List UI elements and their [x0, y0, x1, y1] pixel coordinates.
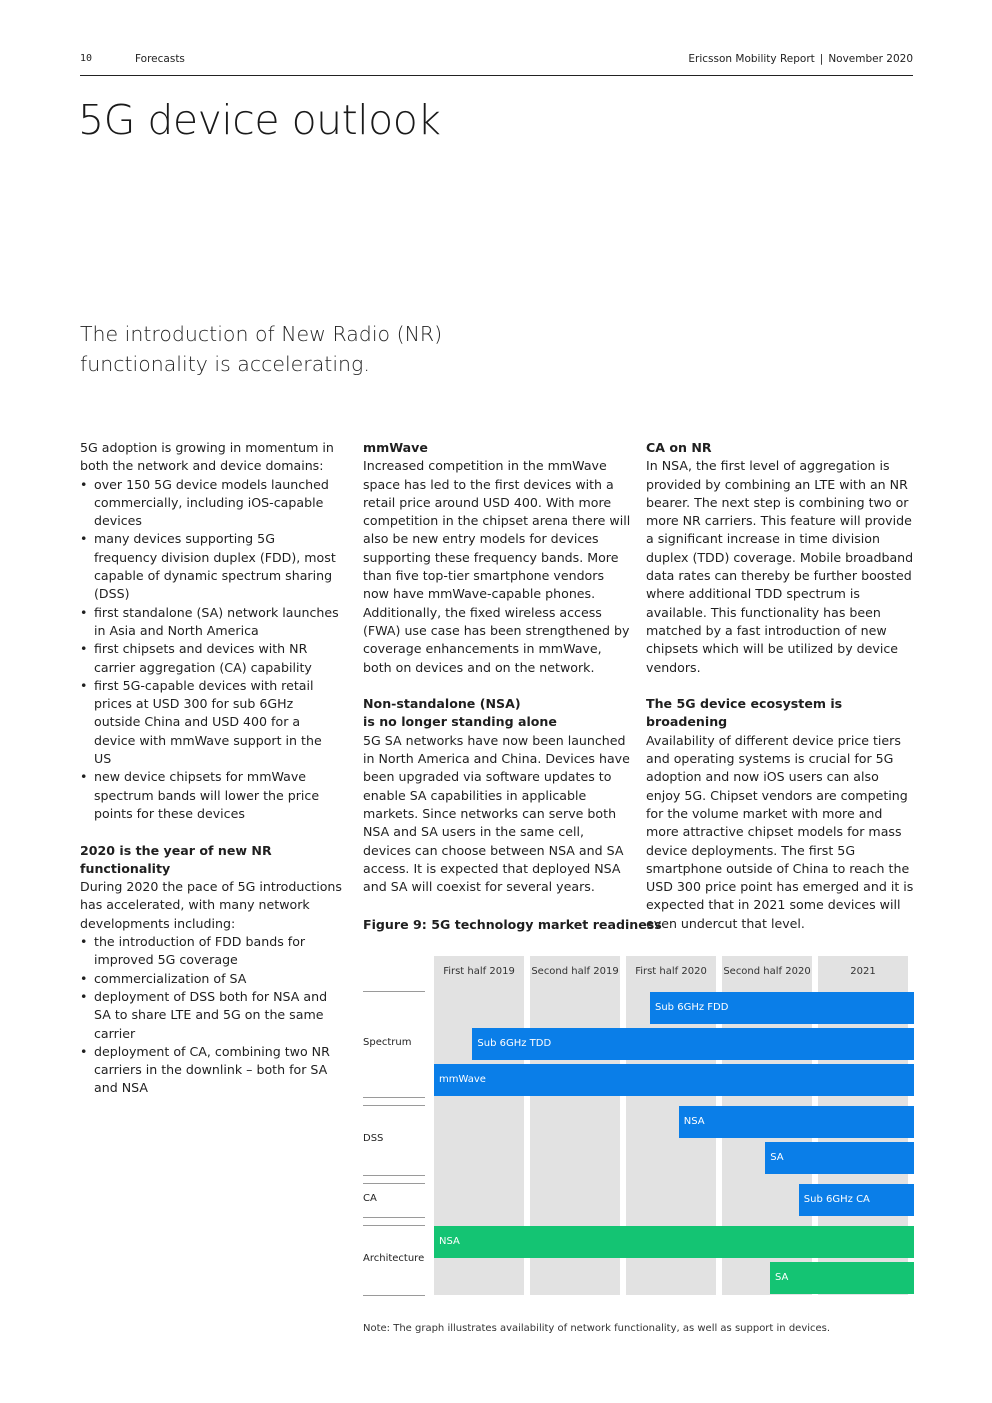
row-divider — [363, 1295, 425, 1296]
list-item: • first chipsets and devices with NR carrier aggregation (CA) capability — [80, 640, 342, 677]
row-label-architecture: Architecture — [363, 1253, 425, 1264]
row-divider — [363, 1217, 425, 1218]
section-heading: 2020 is the year of new NR functionality — [80, 842, 272, 876]
period-label: First half 2020 — [635, 966, 707, 977]
developments-bullet-list — [80, 933, 342, 1098]
bar-spectrum-sub-6ghz-fdd: Sub 6GHz FDD — [650, 992, 914, 1024]
row-divider — [363, 1225, 425, 1226]
row-label-ca: CA — [363, 1193, 377, 1204]
section-heading: mmWave — [363, 440, 428, 455]
section-heading-line-2: is no longer standing alone — [363, 714, 557, 730]
figure-note: Note: The graph illustrates availability of network functionality, as well as support in devices. — [363, 1323, 831, 1334]
page-header — [80, 53, 913, 76]
list-item: • deployment of DSS both for NSA and SA to share LTE and 5G on the same carrier — [80, 988, 342, 1043]
period-label: First half 2019 — [443, 966, 515, 977]
row-divider — [363, 1175, 425, 1176]
list-item: • the introduction of FDD bands for improved 5G coverage — [80, 933, 342, 970]
period-label: Second half 2019 — [531, 966, 619, 977]
row-label-dss: DSS — [363, 1133, 384, 1144]
list-item: • many devices supporting 5G frequency division duplex (FDD), most capable of dynamic spectrum sharing (DSS) — [80, 530, 342, 603]
list-item: • deployment of CA, combining two NR carriers in the downlink – both for SA and NSA — [80, 1043, 342, 1098]
period-label: Second half 2020 — [723, 966, 811, 977]
row-divider — [363, 1097, 425, 1098]
bar-dss-nsa: NSA — [679, 1106, 914, 1138]
bar-architecture-sa: SA — [770, 1262, 914, 1294]
report-info: Ericsson Mobility Report | November 2020 — [688, 53, 913, 65]
bar-dss-sa: SA — [765, 1142, 914, 1174]
column-1 — [80, 439, 342, 1098]
paragraph: 5G SA networks have now been launched in North America and China. Devices have been upgraded via software updates to enable SA capabilities in applicable markets. Since networks can serve both NSA and SA users in the same cell, devices can choose between NSA and SA access. It is expected that deployed NSA and SA will coexist for several years. — [363, 732, 630, 895]
bar-spectrum-mmwave: mmWave — [434, 1064, 914, 1096]
report-date: November 2020 — [828, 53, 913, 65]
row-divider — [363, 991, 425, 992]
bar-ca-sub-6ghz-ca: Sub 6GHz CA — [799, 1184, 914, 1216]
column-3 — [646, 439, 914, 933]
row-label-spectrum: Spectrum — [363, 1037, 412, 1048]
figure-title: Figure 9: 5G technology market readiness — [363, 917, 662, 932]
paragraph: During 2020 the pace of 5G introductions has accelerated, with many network developments including: — [80, 879, 342, 931]
adoption-bullet-list — [80, 476, 342, 824]
period-label: 2021 — [850, 966, 876, 977]
section-heading: Non-standalone (NSA) — [363, 696, 521, 712]
section-heading: The 5G device ecosystem is broadening — [646, 696, 843, 730]
list-item: • first 5G-capable devices with retail prices at USD 300 for sub 6GHz outside China and USD 400 for a device with mmWave support in the US — [80, 677, 342, 768]
paragraph: Increased competition in the mmWave space has led to the first devices with a retail price around USD 400. With more competition in the chipset arena there will also be new entry models for devices supporting these frequency bands. More than five top-tier smartphone vendors now have mmWave-capable phones. Additionally, the fixed wireless access (FWA) use case has been strengthened by coverage enhancements in mmWave, both on devices and on the network. — [363, 458, 631, 675]
intro-paragraph: 5G adoption is growing in momentum in both the network and device domains: — [80, 440, 334, 474]
list-item: • new device chipsets for mmWave spectrum bands will lower the price points for these devices — [80, 768, 342, 823]
list-item: • first standalone (SA) network launches in Asia and North America — [80, 604, 342, 641]
section-label: Forecasts — [135, 53, 185, 65]
bar-spectrum-sub-6ghz-tdd: Sub 6GHz TDD — [472, 1028, 914, 1060]
list-item: • commercialization of SA — [80, 970, 342, 988]
paragraph: Availability of different device price tiers and operating systems is crucial for 5G adoption and now iOS users can also enjoy 5G. Chipset vendors are competing for the volume market with more and more attractive chipset models for mass device deployments. The first 5G smartphone outside of China to reach the USD 300 price point has emerged and it is expected that in 2021 some devices will even undercut that level. — [646, 732, 914, 931]
report-title: Ericsson Mobility Report — [688, 53, 815, 65]
column-2 — [363, 439, 631, 896]
paragraph: In NSA, the first level of aggregation is provided by combining an LTE with an NR bearer. The next step is combining two or more NR carriers. This feature will provide a significant increase in time division duplex (TDD) coverage. Mobile broadband data rates can thereby be further boosted where additional TDD spectrum is available. This functionality has been matched by a fast introduction of new chipsets which will be utilized by device vendors. — [646, 458, 914, 675]
row-divider — [363, 1183, 425, 1184]
lead-text: The introduction of New Radio (NR) functionality is accelerating. — [80, 322, 443, 376]
readiness-chart — [363, 956, 913, 1296]
page-title: 5G device outlook — [78, 96, 441, 144]
page-number: 10 — [80, 53, 93, 64]
row-divider — [363, 1105, 425, 1106]
bar-architecture-nsa: NSA — [434, 1226, 914, 1258]
section-heading: CA on NR — [646, 440, 712, 455]
list-item: • over 150 5G device models launched commercially, including iOS-capable devices — [80, 476, 342, 531]
